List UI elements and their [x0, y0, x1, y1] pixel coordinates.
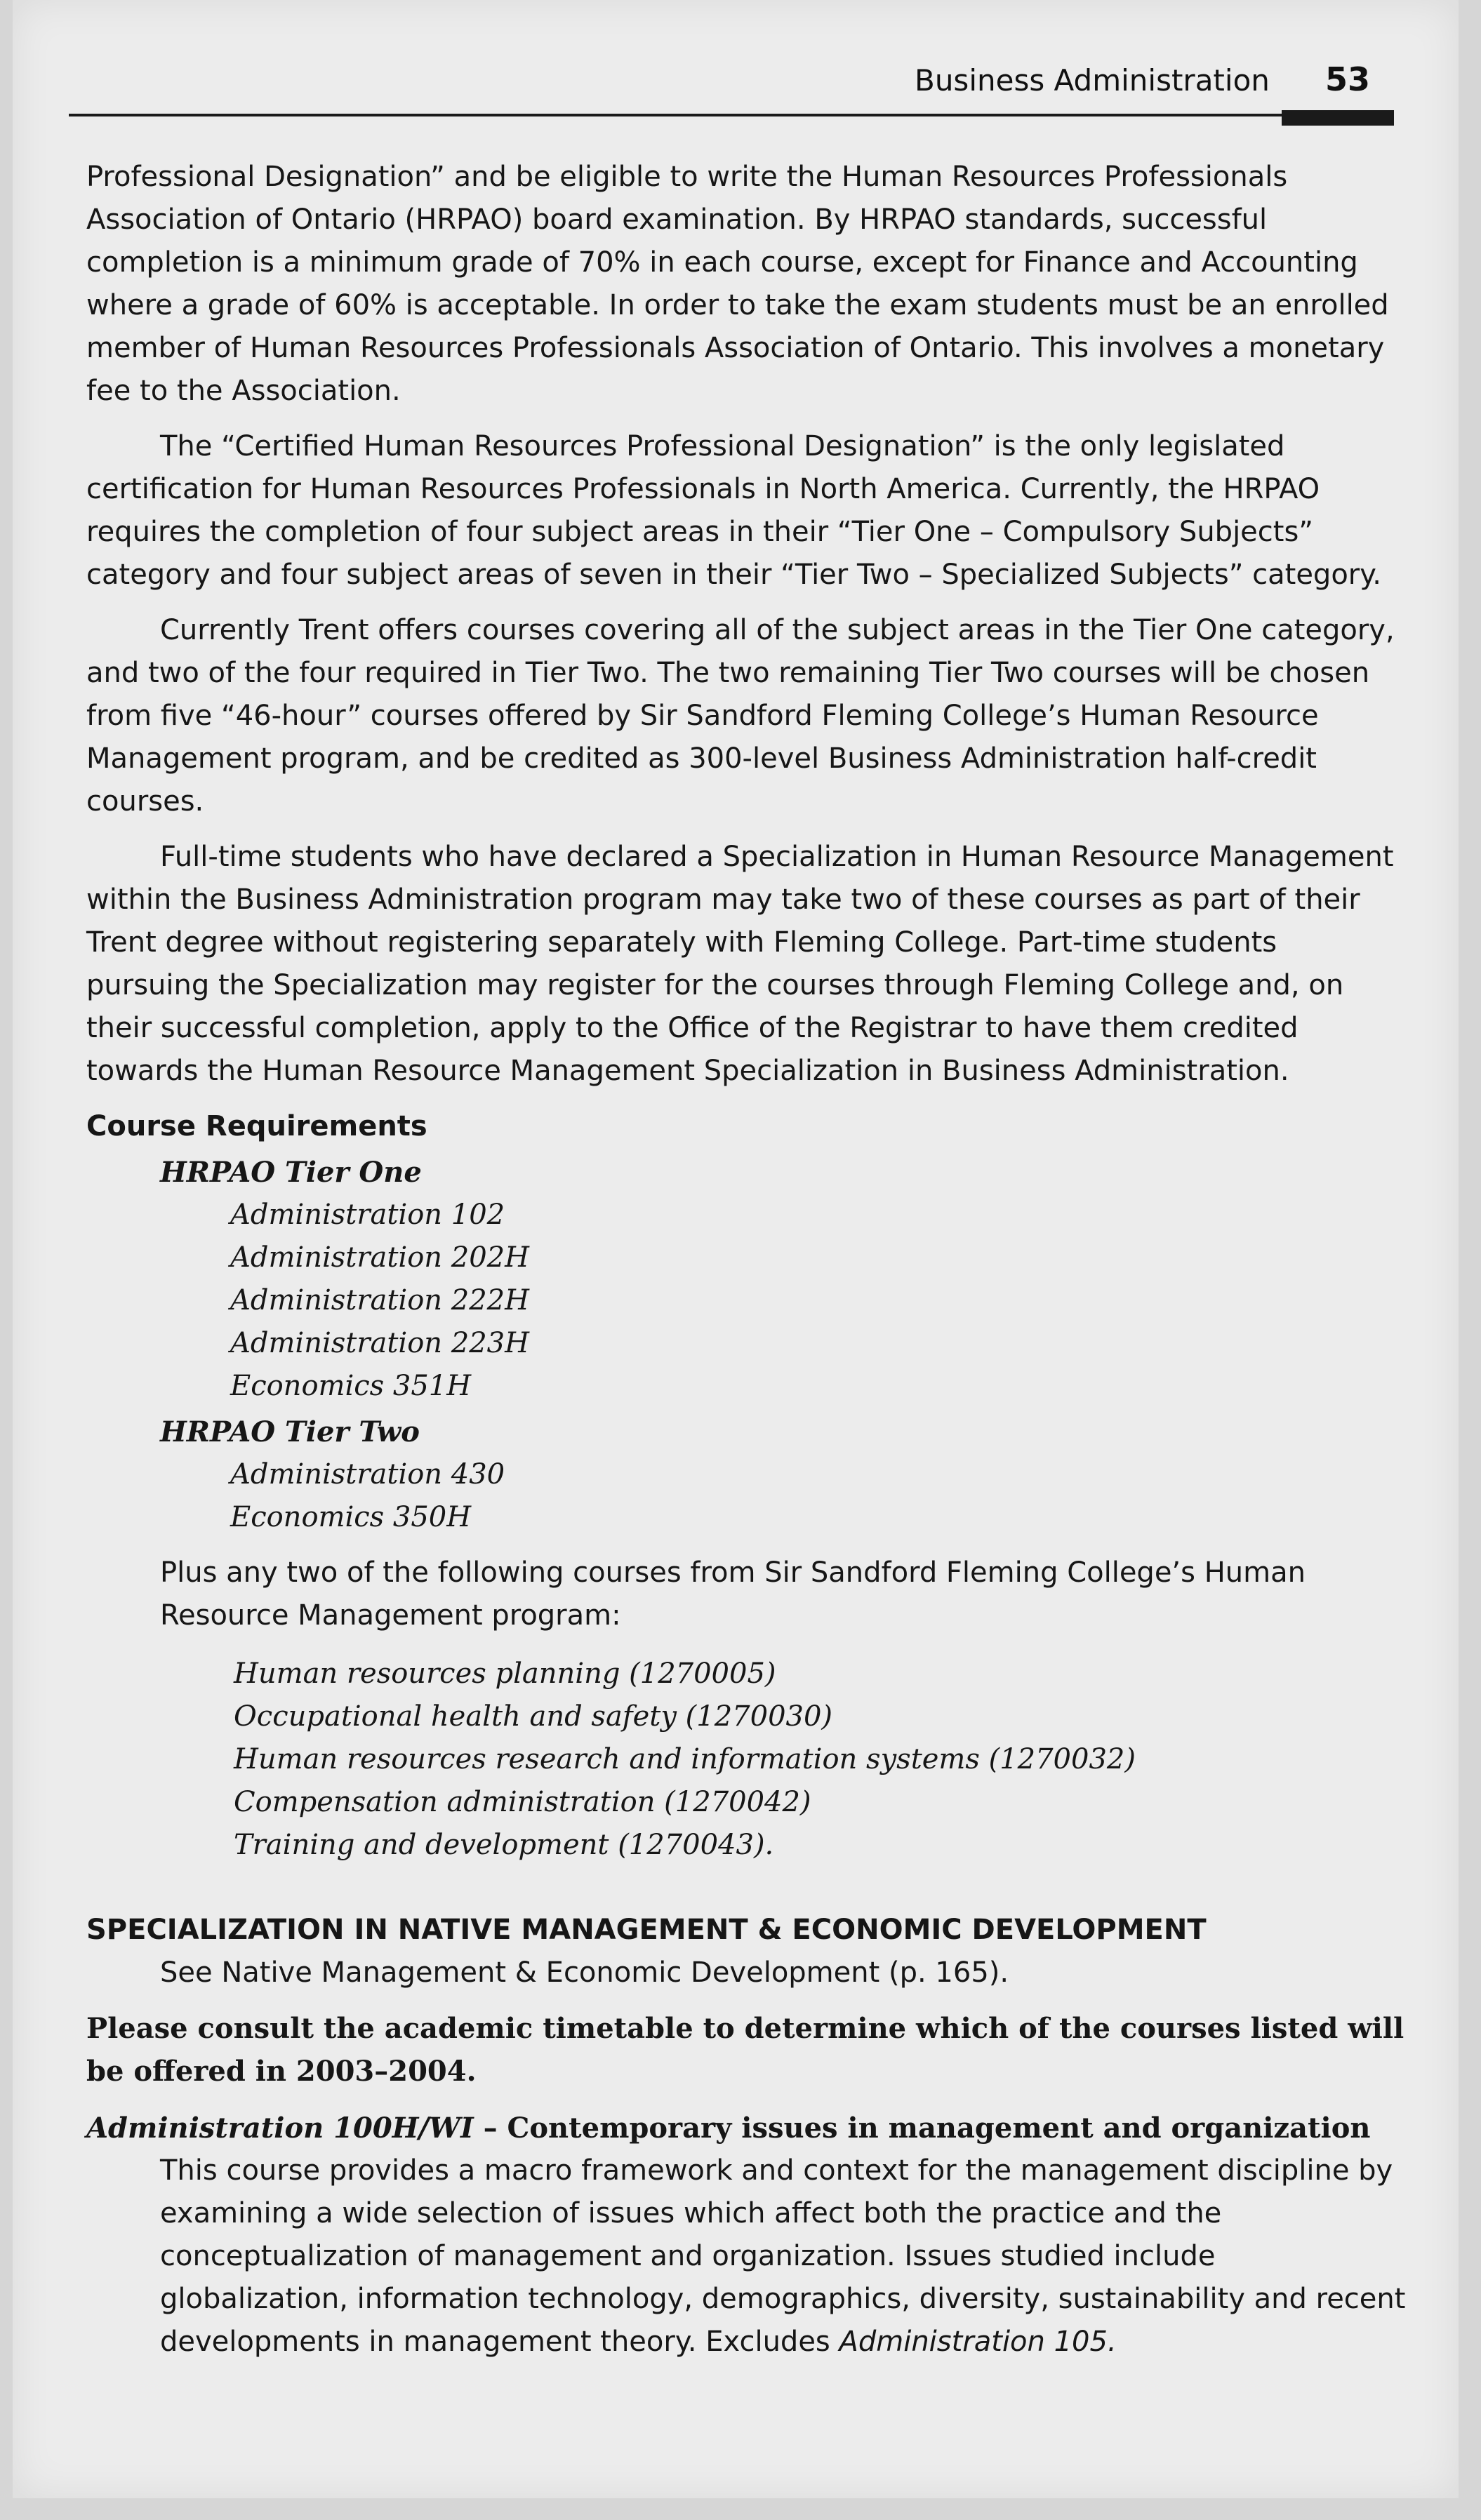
course-code: Administration 100H/WI [86, 2112, 474, 2145]
tier-one-course: Administration 222H [230, 1284, 529, 1316]
body-paragraph-2: The “Certified Human Resources Professional Designation” is the only legislated certification for Human Resources Professionals in North America. Currently, the HRPAO requires the completion of four subject areas in their “Tier One – Compulsory Subjects” category and four subject areas of seven in their “Tier Two – Specialized Subjects” category. [86, 430, 1381, 591]
timetable-notice: Please consult the academic timetable to determine which of the courses listed will be offered in 2003–2004. [86, 2012, 1404, 2088]
tier-two-course: Economics 350H [230, 1501, 472, 1533]
fleming-course: Human resources research and information systems (1270032) [234, 1743, 1136, 1775]
page-content [86, 156, 1406, 2364]
specialization-reference: See Native Management & Economic Development (p. 165). [160, 1956, 1009, 1989]
fleming-course: Human resources planning (1270005) [234, 1658, 776, 1690]
course-exclusion: Administration 105. [839, 2326, 1117, 2358]
tier-one-course: Administration 223H [230, 1327, 529, 1359]
fleming-course: Occupational health and safety (1270030) [234, 1700, 833, 1733]
header-rule-block [1282, 110, 1394, 126]
body-paragraph-1: Professional Designation” and be eligible to write the Human Resources Professionals Association of Ontario (HRPAO) board examination. By HRPAO standards, successful completion is a minimum grade of 70% in each course, except for Finance and Accounting where a grade of 60% is acceptable. In order to take the exam students must be an enrolled member of Human Resources Professionals Association of Ontario. This involves a monetary fee to the Association. [86, 161, 1389, 407]
running-header-title: Business Administration [915, 63, 1270, 98]
page-number: 53 [1325, 60, 1371, 98]
specialization-heading: SPECIALIZATION IN NATIVE MANAGEMENT & ECONOMIC DEVELOPMENT [86, 1914, 1207, 1946]
fleming-course: Training and development (1270043). [234, 1829, 774, 1861]
body-paragraph-4: Full-time students who have declared a Specialization in Human Resource Management within the Business Administration program may take two of these courses as part of their Trent degree without registering separately with Fleming College. Part-time students pursuing the Specialization may register for the courses through Fleming College and, on their successful completion, apply to the Office of the Registrar to have them credited towards the Human Resource Management Specialization in Business Administration. [86, 841, 1394, 1087]
tier-two-course: Administration 430 [230, 1458, 505, 1491]
plus-any-two-text: Plus any two of the following courses from Sir Sandford Fleming College’s Human Resource Management program: [160, 1556, 1306, 1632]
tier-one-course: Administration 102 [230, 1199, 505, 1231]
course-title: – Contemporary issues in management and organization [473, 2112, 1371, 2145]
tier-one-heading: HRPAO Tier One [160, 1156, 422, 1189]
tier-one-course: Administration 202H [230, 1241, 529, 1274]
page [13, 0, 1459, 2498]
course-description [86, 2149, 1406, 2364]
body-paragraph-3: Currently Trent offers courses covering all of the subject areas in the Tier One category, and two of the four required in Tier Two. The two remaining Tier Two courses will be chosen from five “46-hour” courses offered by Sir Sandford Fleming College’s Human Resource Management program, and be credited as 300-level Business Administration half-credit courses. [86, 614, 1395, 818]
course-entry-title [86, 2107, 1406, 2149]
tier-two-heading: HRPAO Tier Two [160, 1415, 420, 1448]
course-requirements-heading: Course Requirements [86, 1110, 427, 1142]
course-description-text: This course provides a macro framework and context for the management discipline by examining a wide selection of issues which affect both the practice and the conceptualization of management and organization. Issues studied include globalization, information technology, demographics, diversity, sustainability and recent developments in management theory. Excludes [160, 2154, 1406, 2358]
tier-one-course: Economics 351H [230, 1370, 472, 1402]
header-rule [69, 114, 1392, 116]
fleming-course-list [86, 1653, 1406, 1867]
fleming-course: Compensation administration (1270042) [234, 1786, 811, 1818]
